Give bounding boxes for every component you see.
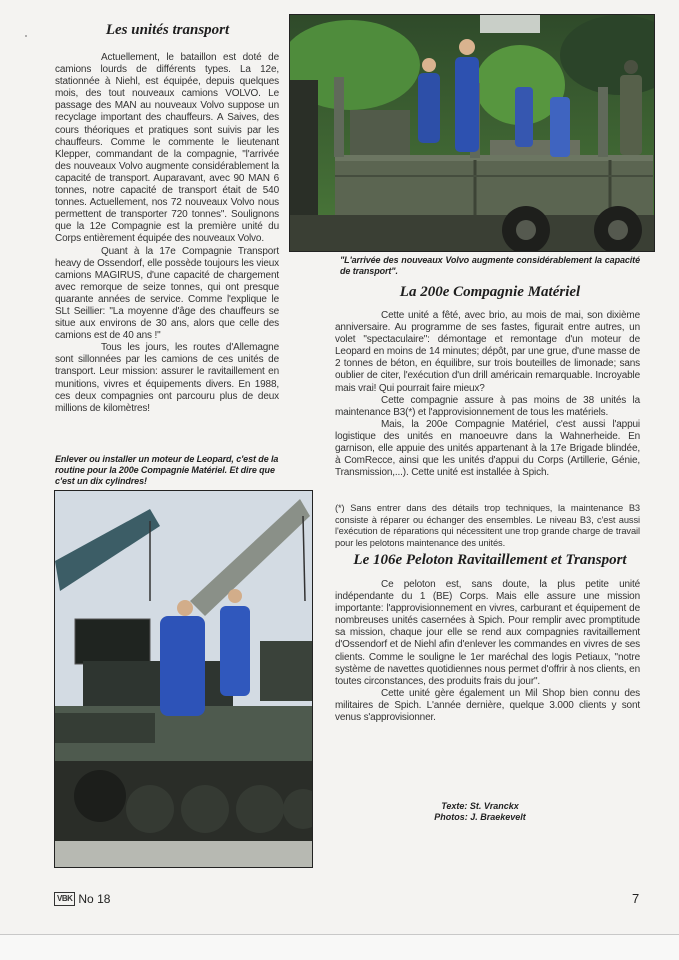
page-number: 7 — [632, 891, 640, 906]
paragraph: Actuellement, le bataillon est doté de camions lourds de différents types. La 12e, stationnée à Niehl, est équipée, depuis quelques mois, des tout nouveaux camions VOLVO. Le passage des MAN au nouveaux Volvo suppose un recyclage important des chauffeurs. A Saives, des cours théoriques et pratiques sont suivis par les chauffeurs. Comme le commente le lieutenant Klepper, commandant de la compagnie, "l'arrivée des nouveaux Volvo augmente considérablement la capacité de transport. Auparavant, avec 90 MAN 6 tonnes, notre capacité de transport était de 540 tonnes. Actuellement, nos 72 nouveaux Volvo nous permettent de transporter 720 tonnes". Soulignons que la 12e Compagnie est la première unité du Corps entièrement équipée des nouveaux Volvo. — [55, 52, 279, 245]
credit-text-author: Texte: St. Vranckx — [441, 801, 519, 811]
paragraph: Tous les jours, les routes d'Allemagne sont sillonnées par les camions de ces unités de transport. Leur mission: assurer le ravitaillement en munitions, vivres et équipements divers. En 1988, ces deux compagnies ont parcouru plus de deux millions de kilomètres! — [55, 342, 279, 414]
magazine-logo: VBK — [54, 892, 75, 906]
photo-volvo-truck — [289, 14, 655, 252]
photo-leopard-engine — [54, 490, 313, 868]
article-200e-body — [335, 310, 640, 479]
page-bottom-margin — [0, 935, 679, 960]
article-credits — [415, 801, 545, 823]
page-footer — [54, 892, 110, 906]
issue-number: No 18 — [78, 892, 111, 906]
footnote-b3-maintenance: (*) Sans entrer dans des détails trop techniques, la maintenance B3 consiste à réparer ou échanger des ensembles. Le niveau B3, c'est aussi l'exécution de réparations qui nécessitent une trop grande charge de travail pour les pelotons maintenance des unités. — [335, 503, 640, 548]
paragraph: Ce peloton est, sans doute, la plus petite unité indépendante du 1 (BE) Corps. Mais elle assure une mission importante: l'approvisionnement en vivres, carburant et équipement de nombreuses unités casernées à Spich. Pour remplir avec promptitude sa mission, chaque jour elle se rend aux compagnies ravitaillement d'Ossendorf et de Niehl afin d'enlever les commandes en vivres de ses clients. Comme le souligne le 1er maréchal des logis Petiaux, "notre système de navettes quotidiennes nous permet d'offrir à nos clients, en toutes circonstances, des produits frais du jour". — [335, 579, 640, 687]
paragraph: Quant à la 17e Compagnie Transport heavy de Ossendorf, elle possède toujours les vieux camions MAGIRUS, d'une capacité de chargement avec remorque de seize tonnes, qui ont presque quarante années de service. Comme l'explique le SLt Seillier: "La moyenne d'âge des chauffeurs se situe aux environs de 30 ans, alors que celle des camions est de 40 ans !" — [55, 245, 279, 342]
paragraph: Cette unité gère également un Mil Shop bien connu des militaires de Spich. L'année dernière, quelque 3.000 clients y sont venus s'approvisionner. — [335, 687, 640, 724]
paragraph: Cette compagnie assure à pas moins de 38 unités la maintenance B3(*) et l'approvisionnement de tous les matériels. — [335, 394, 640, 418]
tank-photo-illustration — [55, 491, 312, 867]
scan-speck — [25, 35, 27, 37]
paragraph: Mais, la 200e Compagnie Matériel, c'est aussi l'appui logistique des unités en manoeuvre dans la Wahnerheide. En garnison, elle appuie des unités appartenant à la 17e Brigade blindée, à ComRecce, ainsi que les unités d'appui du Corps (Artillerie, Génie, Transmission,...). Cette unité est installée à Spich. — [335, 418, 640, 479]
section-heading-200e: La 200e Compagnie Matériel — [399, 284, 581, 300]
article-transport-body — [55, 52, 279, 415]
photo-caption-tank: Enlever ou installer un moteur de Leopard, c'est de la routine pour la 200e Compagnie Matériel. Et dire que c'est un dix cylindres! — [55, 454, 279, 486]
section-heading-transport: Les unités transport — [105, 22, 230, 38]
section-heading-106e: Le 106e Peloton Ravitaillement et Transport — [353, 552, 627, 568]
truck-photo-illustration — [290, 15, 654, 251]
article-106e-body — [335, 579, 640, 724]
photo-caption-truck: "L'arrivée des nouveaux Volvo augmente considérablement la capacité de transport". — [340, 255, 640, 276]
credit-photos-author: Photos: J. Braekevelt — [434, 812, 526, 822]
paragraph: Cette unité a fêté, avec brio, au mois de mai, son dixième anniversaire. Au programme de ses fastes, figurait entre autres, un volet "spectaculaire": démontage et remontage d'un moteur de Leopard en moins de 14 minutes; dépôt, par une grue, d'une masse de 2 tonnes de béton, en équilibre, sur trois bouteilles de limonade; sans oublier de citer, l'exécution d'un drill américain remarquable. Incroyable mais vrai! Qui pourrait faire mieux? — [335, 310, 640, 394]
